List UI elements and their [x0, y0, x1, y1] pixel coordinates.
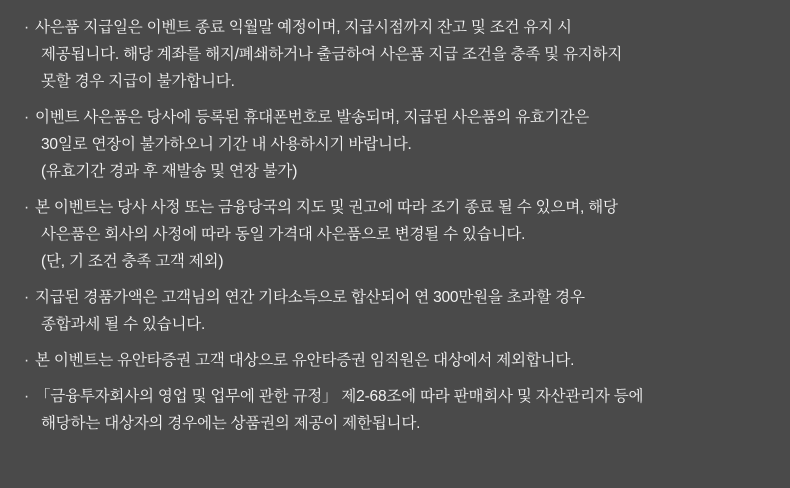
- text-line: 지급된 경품가액은 고객님의 연간 기타소득으로 합산되어 연 300만원을 초과할 경우: [35, 289, 585, 306]
- text-line: 「금융투자회사의 영업 및 업무에 관한 규정」 제2-68조에 따라 판매회사 및 자산관리자 등에: [35, 388, 644, 405]
- list-item-text: [35, 104, 768, 185]
- text-line: 이벤트 사은품은 당사에 등록된 휴대폰번호로 발송되며, 지급된 사은품의 유효기간은: [35, 109, 590, 126]
- text-line: 해당하는 대상자의 경우에는 상품권의 제공이 제한됩니다.: [41, 415, 421, 432]
- list-item-text: [35, 383, 768, 437]
- list-item-text: [35, 194, 768, 275]
- list-item: [24, 383, 768, 437]
- text-line: 못할 경우 지급이 불가합니다.: [41, 73, 235, 90]
- list-item: [24, 104, 768, 185]
- text-line: 사은품은 회사의 사정에 따라 동일 가격대 사은품으로 변경될 수 있습니다.: [41, 226, 526, 243]
- list-item-text: [35, 14, 768, 95]
- text-line: 본 이벤트는 당사 사정 또는 금융당국의 지도 및 권고에 따라 조기 종료 될 수 있으며, 해당: [35, 199, 618, 216]
- list-item-text: [35, 347, 768, 374]
- text-line: 종합과세 될 수 있습니다.: [41, 316, 206, 333]
- list-item: [24, 14, 768, 95]
- bullet-icon: ·: [24, 199, 30, 216]
- list-item-text: [35, 284, 768, 338]
- text-line: 사은품 지급일은 이벤트 종료 익월말 예정이며, 지급시점까지 잔고 및 조건 유지 시: [35, 19, 572, 36]
- list-item: [24, 347, 768, 374]
- bullet-icon: ·: [24, 388, 30, 405]
- bullet-icon: ·: [24, 109, 30, 126]
- list-item: [24, 284, 768, 338]
- bullet-icon: ·: [24, 289, 30, 306]
- list-item: [24, 194, 768, 275]
- bullet-icon: ·: [24, 352, 30, 369]
- text-line: (유효기간 경과 후 재발송 및 연장 불가): [41, 163, 298, 180]
- text-line: 30일로 연장이 불가하오니 기간 내 사용하시기 바랍니다.: [41, 136, 412, 153]
- bullet-icon: ·: [24, 19, 30, 36]
- text-line: 제공됩니다. 해당 계좌를 해지/폐쇄하거나 출금하여 사은품 지급 조건을 충족 및 유지하지: [41, 46, 623, 63]
- text-line: 본 이벤트는 유안타증권 고객 대상으로 유안타증권 임직원은 대상에서 제외합니다.: [35, 352, 575, 369]
- text-line: (단, 기 조건 충족 고객 제외): [41, 253, 224, 270]
